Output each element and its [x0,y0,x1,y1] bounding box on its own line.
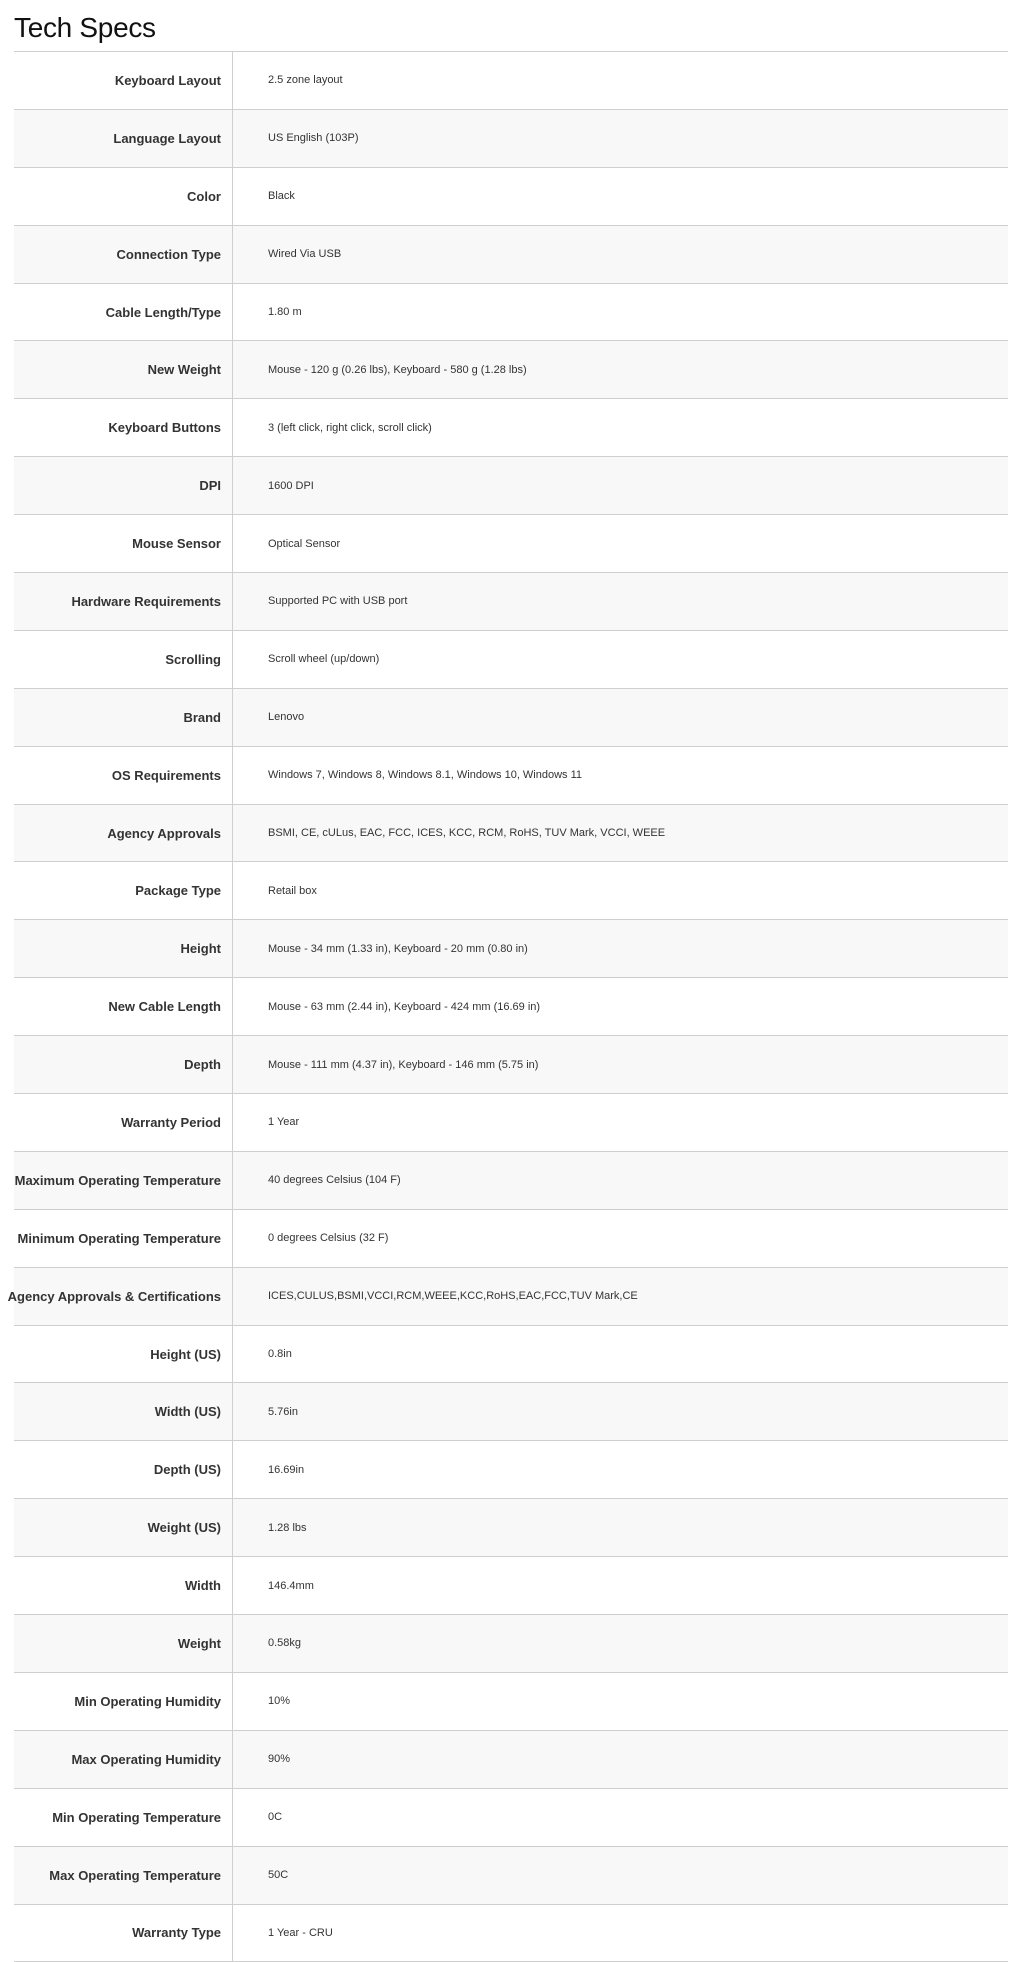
spec-label: Scrolling [14,631,233,688]
spec-label: DPI [14,457,233,514]
spec-row [14,862,1008,920]
spec-row [14,168,1008,226]
spec-row [14,805,1008,863]
spec-row [14,631,1008,689]
spec-row [14,1036,1008,1094]
spec-label: Depth [14,1036,233,1093]
spec-label: Width (US) [14,1383,233,1440]
spec-value: US English (103P) [233,110,1008,167]
spec-value: 1.80 m [233,284,1008,341]
spec-label: Height (US) [14,1326,233,1383]
specs-table [14,52,1008,1962]
spec-row [14,1094,1008,1152]
spec-row [14,52,1008,110]
spec-value: 50C [233,1847,1008,1904]
spec-row [14,1557,1008,1615]
spec-value: 40 degrees Celsius (104 F) [233,1152,1008,1209]
spec-value: Retail box [233,862,1008,919]
spec-value: 0 degrees Celsius (32 F) [233,1210,1008,1267]
spec-label: Brand [14,689,233,746]
spec-label: Max Operating Temperature [14,1847,233,1904]
spec-label: Min Operating Temperature [14,1789,233,1846]
spec-label: Width [14,1557,233,1614]
spec-label: Warranty Type [14,1905,233,1962]
spec-value: 0C [233,1789,1008,1846]
spec-label: Connection Type [14,226,233,283]
spec-label: Weight [14,1615,233,1672]
spec-value: 90% [233,1731,1008,1788]
spec-value: Mouse - 63 mm (2.44 in), Keyboard - 424 mm (16.69 in) [233,978,1008,1035]
spec-row [14,573,1008,631]
spec-value: Supported PC with USB port [233,573,1008,630]
spec-row [14,284,1008,342]
spec-label: Maximum Operating Temperature [14,1152,233,1209]
spec-value: Scroll wheel (up/down) [233,631,1008,688]
spec-label: Language Layout [14,110,233,167]
spec-label: Depth (US) [14,1441,233,1498]
spec-row [14,1731,1008,1789]
spec-value: Wired Via USB [233,226,1008,283]
spec-row [14,1326,1008,1384]
spec-label: Warranty Period [14,1094,233,1151]
spec-label: Height [14,920,233,977]
spec-label: Mouse Sensor [14,515,233,572]
spec-label: Max Operating Humidity [14,1731,233,1788]
spec-label: Keyboard Buttons [14,399,233,456]
spec-value: Mouse - 34 mm (1.33 in), Keyboard - 20 mm (0.80 in) [233,920,1008,977]
spec-value: 0.8in [233,1326,1008,1383]
spec-value: Mouse - 120 g (0.26 lbs), Keyboard - 580 g (1.28 lbs) [233,341,1008,398]
spec-row [14,1615,1008,1673]
spec-label: Weight (US) [14,1499,233,1556]
spec-row [14,1499,1008,1557]
spec-value: 0.58kg [233,1615,1008,1672]
spec-row [14,1789,1008,1847]
spec-label: Agency Approvals & Certifications [14,1268,233,1325]
spec-label: Minimum Operating Temperature [14,1210,233,1267]
spec-row [14,457,1008,515]
spec-row [14,920,1008,978]
spec-value: BSMI, CE, cULus, EAC, FCC, ICES, KCC, RCM, RoHS, TUV Mark, VCCI, WEEE [233,805,1008,862]
spec-value: 5.76in [233,1383,1008,1440]
spec-value: Windows 7, Windows 8, Windows 8.1, Windows 10, Windows 11 [233,747,1008,804]
spec-value: 1600 DPI [233,457,1008,514]
spec-label: Package Type [14,862,233,919]
spec-label: Cable Length/Type [14,284,233,341]
spec-value: ICES,CULUS,BSMI,VCCI,RCM,WEEE,KCC,RoHS,EAC,FCC,TUV Mark,CE [233,1268,1008,1325]
spec-value: 146.4mm [233,1557,1008,1614]
spec-value: 1 Year [233,1094,1008,1151]
spec-label: New Cable Length [14,978,233,1035]
spec-row [14,1847,1008,1905]
spec-value: Lenovo [233,689,1008,746]
spec-label: OS Requirements [14,747,233,804]
spec-value: 10% [233,1673,1008,1730]
spec-row [14,399,1008,457]
spec-value: Black [233,168,1008,225]
spec-row [14,747,1008,805]
spec-row [14,1268,1008,1326]
spec-row [14,1441,1008,1499]
spec-row [14,341,1008,399]
spec-value: Optical Sensor [233,515,1008,572]
spec-row [14,1152,1008,1210]
spec-value: 2.5 zone layout [233,52,1008,109]
spec-label: Min Operating Humidity [14,1673,233,1730]
spec-row [14,1673,1008,1731]
spec-label: Hardware Requirements [14,573,233,630]
spec-label: Keyboard Layout [14,52,233,109]
spec-value: 1 Year - CRU [233,1905,1008,1962]
spec-label: Color [14,168,233,225]
spec-row [14,515,1008,573]
spec-row [14,226,1008,284]
spec-row [14,1210,1008,1268]
spec-value: Mouse - 111 mm (4.37 in), Keyboard - 146 mm (5.75 in) [233,1036,1008,1093]
page-title: Tech Specs [14,12,156,44]
spec-row [14,110,1008,168]
spec-value: 3 (left click, right click, scroll click) [233,399,1008,456]
spec-row [14,978,1008,1036]
spec-label: Agency Approvals [14,805,233,862]
spec-row [14,689,1008,747]
spec-row [14,1905,1008,1962]
spec-value: 16.69in [233,1441,1008,1498]
spec-label: New Weight [14,341,233,398]
spec-row [14,1383,1008,1441]
spec-value: 1.28 lbs [233,1499,1008,1556]
